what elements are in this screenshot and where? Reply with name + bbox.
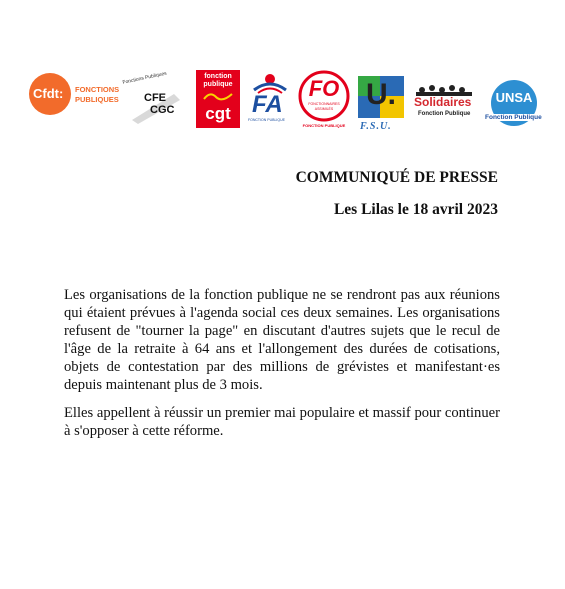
solidaires-sub: Fonction Publique [418,111,471,117]
cfdt-logo [28,72,118,118]
fa-sub: FONCTION PUBLIQUE [248,118,285,122]
fo-sub: FONCTION PUBLIQUE [302,123,346,128]
cfe-cgc-line1: CFE [144,92,166,104]
cfe-cgc-top: Fonctions Publiques [122,70,168,86]
solidaires-logo [414,80,476,124]
fsu-sub: F.S.U. [360,121,392,132]
cgt-line2: publique [203,81,233,88]
fsu-mark: U. [366,78,396,111]
fsu-logo [358,76,408,134]
unsa-sub: Fonction Publique [485,114,542,121]
cfdt-line2: PUBLIQUES [75,95,119,104]
cgt-logo [196,70,240,128]
cfdt-line1: FONCTIONS [75,85,120,94]
union-logos-banner [0,0,565,140]
fo-logo [298,70,350,132]
cfdt-mark: Cfdt: [33,86,64,101]
body-paragraph-2: Elles appellent à réussir un premier mai populaire et massif pour continuer à s'opposer à cette réforme. [64,405,500,439]
body-paragraph-1: Les organisations de la fonction publique ne se rendront pas aux réunions qui étaient prévues à l'agenda social ces deux semaines. Les organisations refusent de "tourner la page" en discutant d'autres sujets que le recul de l'âge de la retraite à 64 ans et l'allongement des durées de cotisations, objets de contestation par des millions de grévistes et manifestant·es depuis maintenant plus de 3 mois. [64,287,500,393]
fo-mark: FO [308,76,340,101]
unsa-logo [483,78,545,132]
unsa-mark: UNSA [495,90,533,105]
cfe-cgc-logo [122,70,188,126]
press-release-title: COMMUNIQUÉ DE PRESSE [295,169,498,186]
fa-logo [248,72,292,126]
press-release-date: Les Lilas le 18 avril 2023 [333,201,498,218]
cfe-cgc-line2: CGC [150,104,175,116]
solidaires-mark: Solidaires [414,95,472,109]
cgt-line1: fonction [204,73,232,80]
fo-line2: ASSIMILÉS [314,107,334,111]
fo-line1: FONCTIONNAIRES [308,102,340,106]
fa-mark: FA [252,91,283,118]
cgt-mark: cgt [205,104,231,123]
